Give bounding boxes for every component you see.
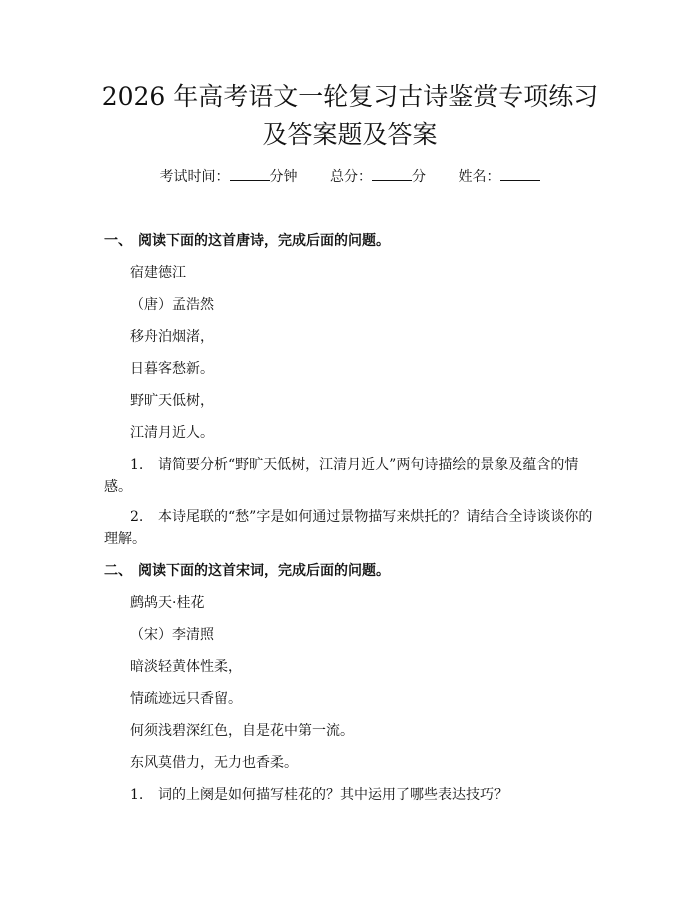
question-text: 本诗尾联的“愁”字是如何通过景物描写来烘托的？请结合全诗谈谈你的 <box>158 509 593 525</box>
section-heading <box>104 560 390 580</box>
section-heading-text: 阅读下面的这首宋词，完成后面的问题。 <box>138 563 390 579</box>
question-text: 请简要分析“野旷天低树，江清月近人”两句诗描绘的景象及蕴含的情 <box>158 457 579 473</box>
document-title <box>40 78 660 154</box>
exam-time <box>160 169 302 185</box>
section-heading-text: 阅读下面的这首唐诗，完成后面的问题。 <box>138 233 390 249</box>
poem-line: 何须浅碧深红色，自是花中第一流。 <box>130 723 354 739</box>
poem-line: 东风莫借力，无力也香柔。 <box>130 755 298 771</box>
exam-score <box>330 169 430 185</box>
poem-line: 暗淡轻黄体性柔， <box>130 659 242 675</box>
poem-title: 鹧鸪天·桂花 <box>130 595 205 611</box>
poem-title: 宿建德江 <box>130 265 186 281</box>
question <box>130 506 592 526</box>
question-continuation: 理解。 <box>104 531 146 547</box>
poem-author: （宋）李清照 <box>130 627 214 643</box>
poem-line: 野旷天低树， <box>130 393 214 409</box>
score-blank[interactable] <box>372 168 412 181</box>
exam-name <box>458 169 540 185</box>
score-unit: 分 <box>412 169 426 185</box>
question-number: 1. <box>130 457 144 473</box>
poem-line: 情疏迹远只香留。 <box>130 691 242 707</box>
poem-line: 江清月近人。 <box>130 425 214 441</box>
score-label: 总分： <box>330 169 372 185</box>
section-number: 一、 <box>104 233 132 249</box>
poem-line: 移舟泊烟渚， <box>130 329 214 345</box>
question <box>130 784 508 804</box>
poem-line: 日暮客愁新。 <box>130 361 214 377</box>
poem-author: （唐）孟浩然 <box>130 297 214 313</box>
question <box>130 454 578 474</box>
question-number: 1. <box>130 787 144 803</box>
question-continuation: 感。 <box>104 479 132 495</box>
question-text: 词的上阕是如何描写桂花的？其中运用了哪些表达技巧？ <box>158 787 508 803</box>
exam-meta <box>0 166 700 186</box>
name-label: 姓名： <box>458 169 501 185</box>
time-unit: 分钟 <box>269 169 298 185</box>
section-number: 二、 <box>104 563 132 579</box>
time-blank[interactable] <box>230 168 270 181</box>
title-line-2: 及答案题及答案 <box>262 120 438 149</box>
title-line-1: 2026 年高考语文一轮复习古诗鉴赏专项练习 <box>101 82 599 111</box>
question-number: 2. <box>130 509 144 525</box>
section-heading <box>104 230 390 250</box>
name-blank[interactable] <box>500 168 540 181</box>
time-label: 考试时间： <box>159 169 230 185</box>
